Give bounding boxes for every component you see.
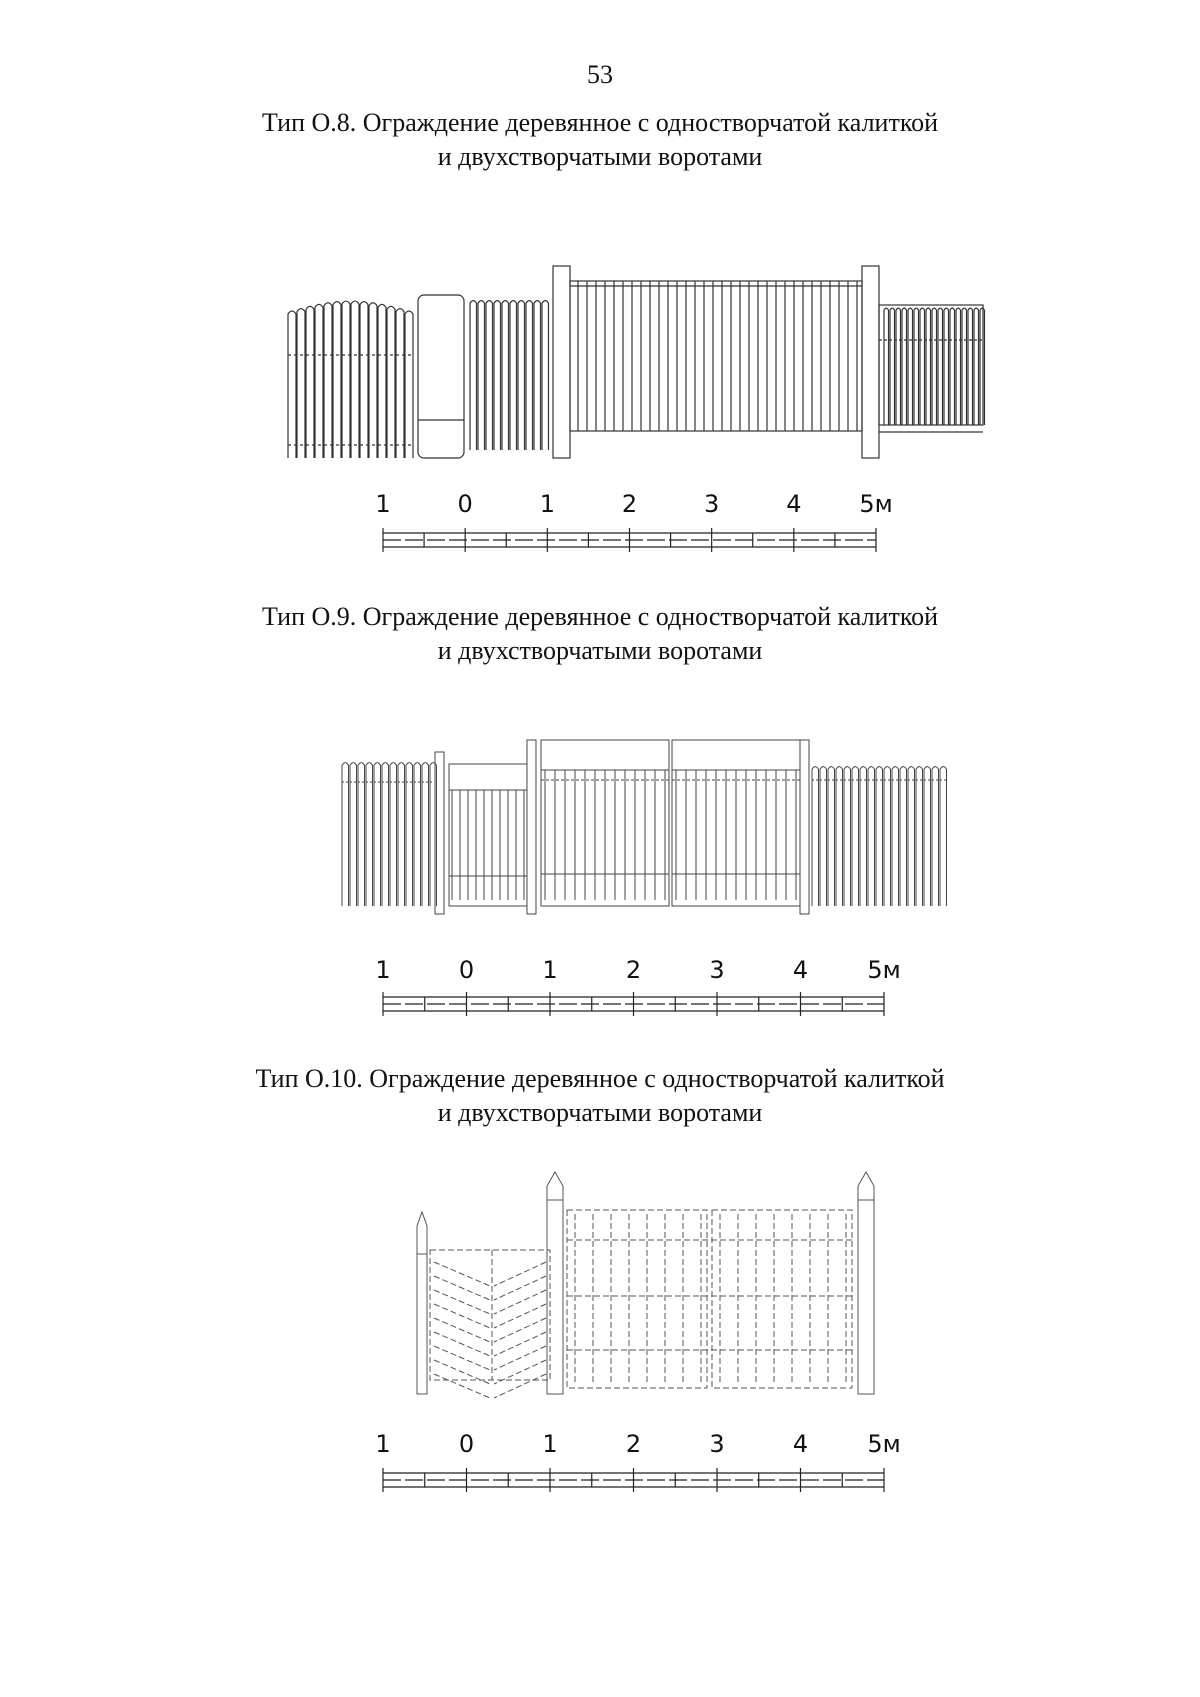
scale-label: 3 bbox=[709, 956, 725, 984]
scale-label: 5м bbox=[859, 490, 893, 518]
scale-label: 4 bbox=[786, 490, 802, 518]
scale-label: 2 bbox=[625, 1430, 642, 1458]
gate-leaf-right bbox=[712, 1210, 852, 1388]
scale-label: 0 bbox=[457, 490, 473, 518]
scale-label: 3 bbox=[709, 1430, 725, 1458]
scale-label: 4 bbox=[792, 1430, 809, 1458]
scale-bar-o8 bbox=[375, 490, 892, 552]
section-title-line1: Тип О.9. Ограждение деревянное с одностворчатой калиткой bbox=[261, 602, 939, 631]
scale-label: 1 bbox=[542, 956, 558, 984]
gate-post-right bbox=[800, 740, 809, 914]
herringbone-pattern bbox=[434, 1250, 546, 1398]
wicket-gate bbox=[430, 1250, 550, 1380]
page-number: 53 bbox=[587, 60, 613, 89]
section-title-line2: и двухстворчатыми воротами bbox=[437, 142, 763, 171]
double-gate-boards bbox=[570, 281, 862, 431]
scale-ruler bbox=[383, 1468, 884, 1492]
scale-label: 4 bbox=[792, 956, 809, 984]
scale-label: 1 bbox=[375, 956, 391, 984]
fence-left-section bbox=[288, 301, 413, 458]
gate-post-left bbox=[527, 740, 536, 914]
scale-label: 1 bbox=[375, 490, 391, 518]
scale-label: 2 bbox=[621, 490, 638, 518]
scale-bar-o9 bbox=[375, 956, 900, 1016]
double-gate-boards bbox=[449, 770, 800, 900]
scale-label: 1 bbox=[375, 1430, 391, 1458]
fence-drawing-o10 bbox=[417, 1172, 874, 1398]
scale-label: 1 bbox=[542, 1430, 558, 1458]
section-title-line2: и двухстворчатыми воротами bbox=[437, 636, 763, 665]
scale-label: 1 bbox=[539, 490, 555, 518]
gate-leaf-left bbox=[567, 1210, 707, 1388]
scale-label: 0 bbox=[458, 956, 475, 984]
gate-post-left bbox=[547, 1200, 563, 1394]
scale-label: 5м bbox=[867, 956, 901, 984]
gate-post-left bbox=[553, 266, 570, 458]
scale-label: 5м bbox=[867, 1430, 901, 1458]
scale-ruler bbox=[383, 992, 884, 1016]
fence-right-section bbox=[812, 767, 947, 906]
section-title-line1: Тип О.8. Ограждение деревянное с одностворчатой калиткой bbox=[261, 108, 939, 137]
fence-left-section bbox=[342, 763, 437, 906]
section-title-line1: Тип О.10. Ограждение деревянное с одностворчатой калиткой bbox=[255, 1064, 945, 1093]
section-title-line2: и двухстворчатыми воротами bbox=[437, 1098, 763, 1127]
scale-ruler bbox=[383, 528, 876, 552]
gate-post-right bbox=[858, 1200, 874, 1394]
scale-label: 2 bbox=[625, 956, 642, 984]
gate-post-right bbox=[862, 266, 879, 458]
scale-label: 0 bbox=[458, 1430, 475, 1458]
fence-drawing-o8 bbox=[288, 266, 985, 458]
wicket-gate bbox=[449, 764, 527, 906]
fence-drawing-o9 bbox=[342, 740, 947, 914]
scale-label: 3 bbox=[704, 490, 720, 518]
fence-mid-section bbox=[470, 301, 549, 450]
double-gate-boards bbox=[567, 1214, 852, 1384]
scale-bar-o10 bbox=[375, 1430, 900, 1492]
wicket-gate bbox=[418, 295, 464, 458]
